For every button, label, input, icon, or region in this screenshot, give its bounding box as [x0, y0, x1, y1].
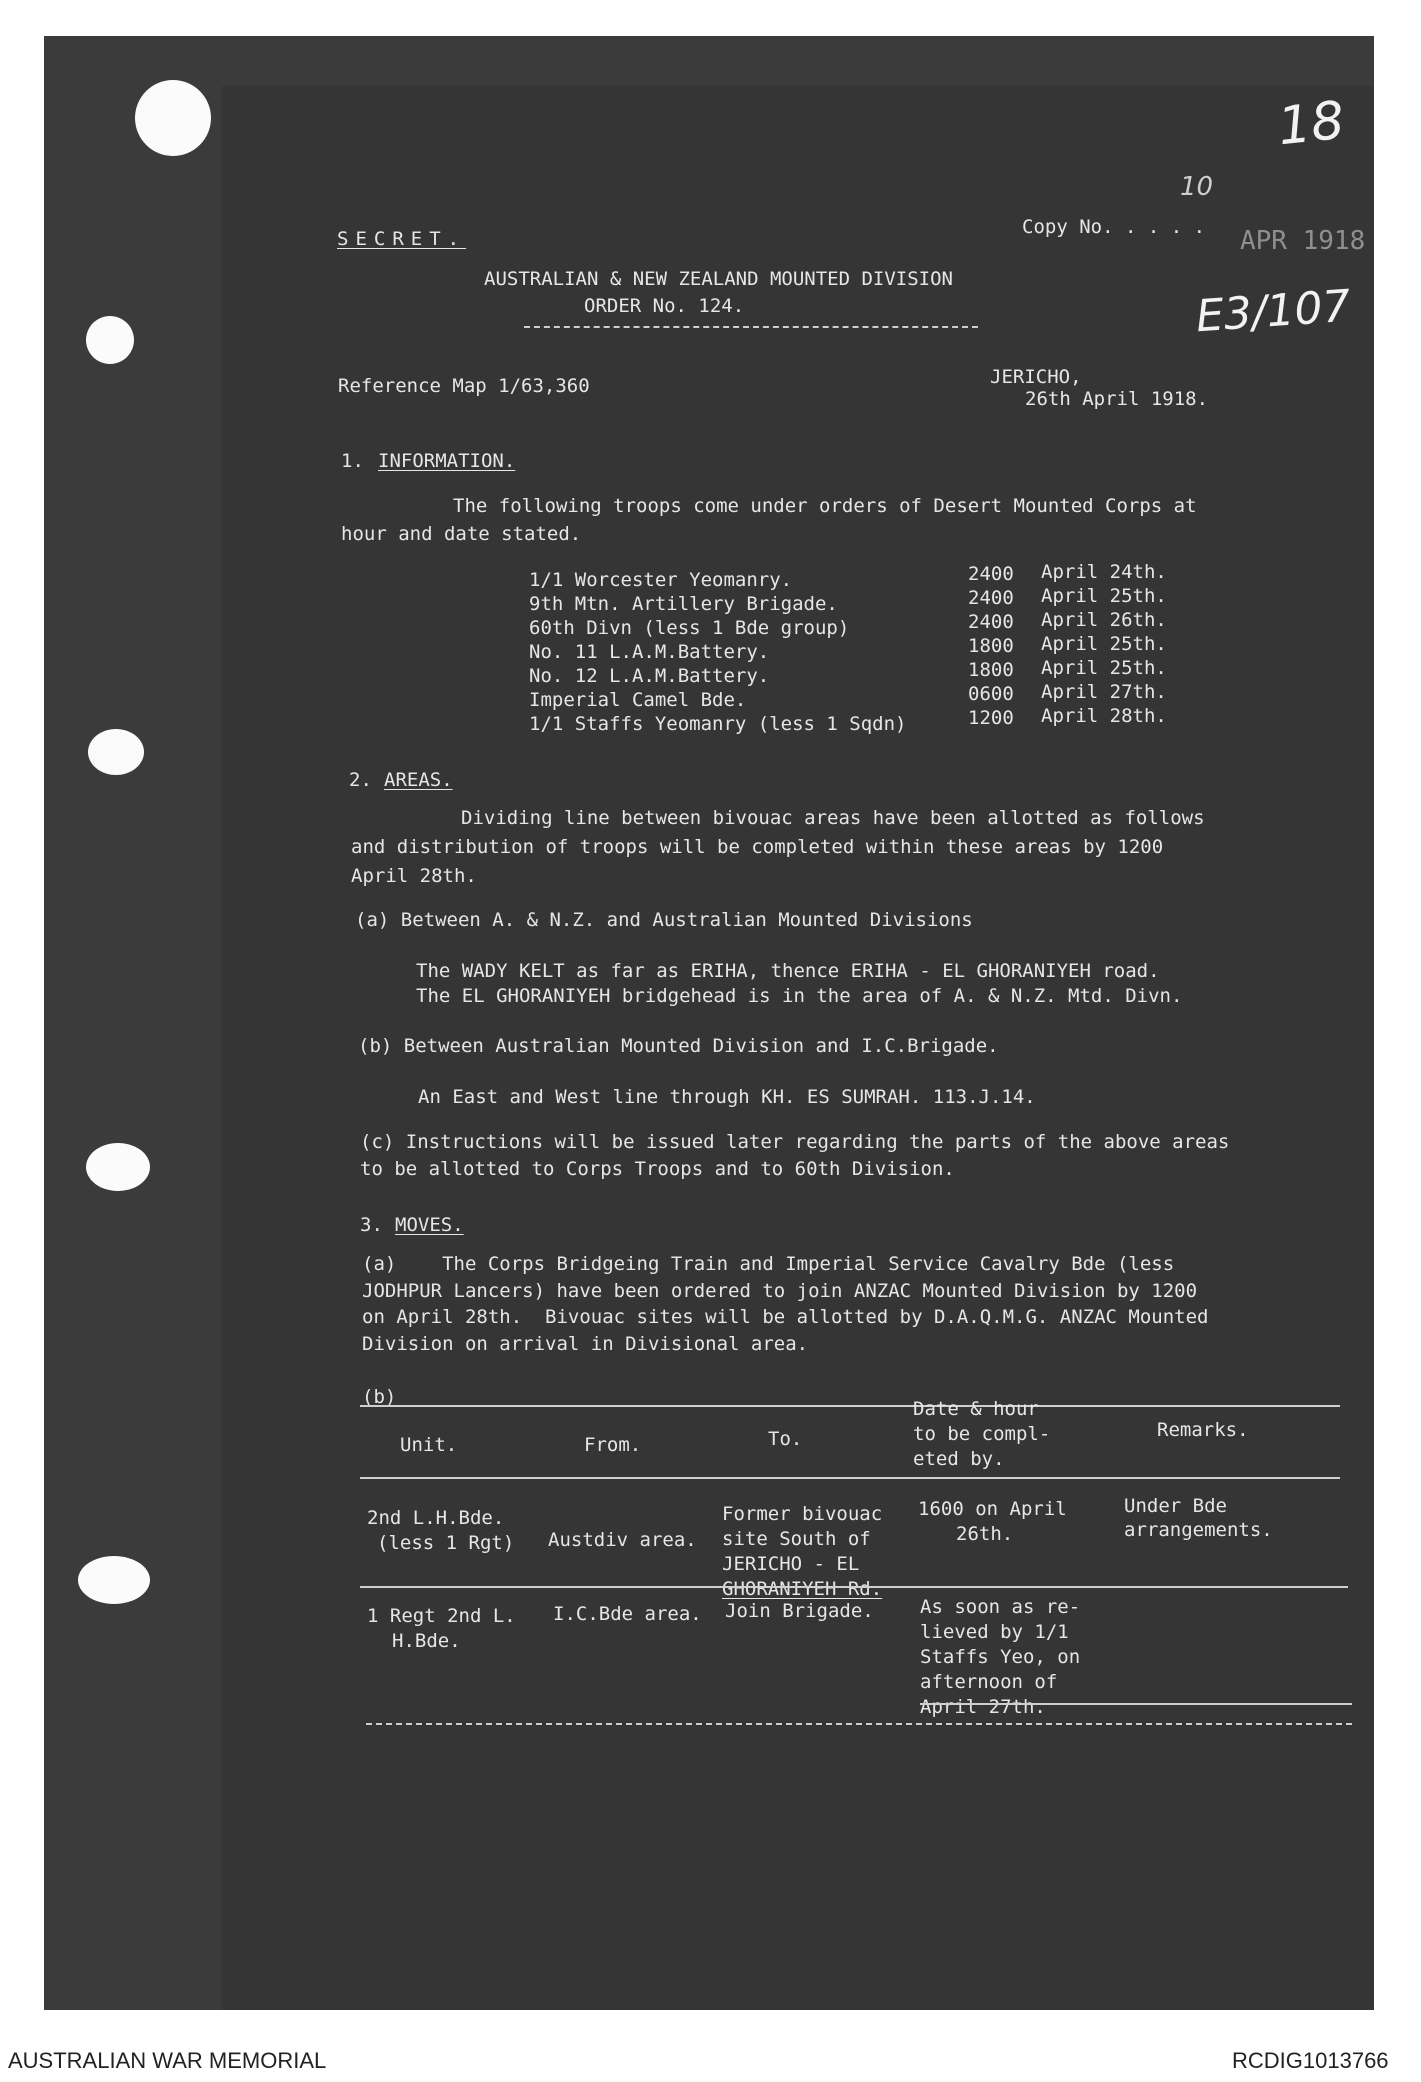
troop-date: April 25th.	[1041, 585, 1167, 607]
cell-remarks: Under Bde	[1124, 1495, 1227, 1517]
cell-date: As soon as re-	[920, 1596, 1081, 1618]
cell-date: afternoon of	[920, 1671, 1058, 1693]
handwritten-page-number: 18	[1275, 90, 1348, 158]
cell-unit: 1 Regt 2nd L.	[367, 1605, 516, 1627]
section-3a-line3: on April 28th. Bivouac sites will be allotted by D.A.Q.M.G. ANZAC Mounted	[362, 1306, 1209, 1328]
cell-unit: 2nd L.H.Bde.	[367, 1507, 505, 1529]
cell-date: Staffs Yeo, on	[920, 1646, 1081, 1668]
section-2-para-line1: Dividing line between bivouac areas have been allotted as follows	[461, 807, 1205, 829]
section-2c-line1: (c) Instructions will be issued later regarding the parts of the above areas	[360, 1131, 1230, 1153]
handwritten-copy-number: 10	[1180, 172, 1214, 202]
handwritten-file-reference: E3/107	[1194, 280, 1353, 343]
section-3a-line1: (a) The Corps Bridgeing Train and Imperial Service Cavalry Bde (less	[362, 1253, 1175, 1275]
troop-hour: 1800	[968, 635, 1014, 657]
troop-date: April 27th.	[1041, 681, 1167, 703]
troop-hour: 0600	[968, 683, 1014, 705]
table-rule-top	[360, 1405, 1340, 1407]
column-header-date: to be compl-	[913, 1423, 1051, 1445]
section-3a-line4: Division on arrival in Divisional area.	[362, 1333, 809, 1355]
cell-date: lieved by 1/1	[920, 1621, 1069, 1643]
column-header-to: To.	[768, 1428, 803, 1450]
cell-to: site South of	[722, 1528, 871, 1550]
cell-unit: H.Bde.	[392, 1630, 461, 1652]
section-3-number: 3.	[360, 1214, 383, 1236]
cell-from: I.C.Bde area.	[553, 1603, 702, 1625]
section-1-heading: INFORMATION.	[378, 450, 516, 472]
copy-number-label: Copy No. . . . .	[1022, 216, 1206, 238]
troop-date: April 25th.	[1041, 657, 1167, 679]
punch-hole	[88, 729, 144, 775]
troop-date: April 24th.	[1041, 561, 1167, 583]
cell-to: Former bivouac	[722, 1503, 883, 1525]
troop-unit: 60th Divn (less 1 Bde group)	[529, 617, 850, 639]
title-underline	[524, 326, 978, 328]
cell-to: JERICHO - EL	[722, 1553, 860, 1575]
troop-hour: 1800	[968, 659, 1014, 681]
section-2a-line2: The EL GHORANIYEH bridgehead is in the area of A. & N.Z. Mtd. Divn.	[416, 985, 1183, 1007]
order-date: 26th April 1918.	[1025, 388, 1209, 410]
cell-date: 1600 on April	[918, 1498, 1067, 1520]
column-header-from: From.	[584, 1434, 642, 1456]
section-1-para-line1: The following troops come under orders of Desert Mounted Corps at	[453, 495, 1197, 517]
punch-hole	[86, 1143, 150, 1191]
punch-hole	[86, 316, 134, 364]
table-rule-row	[360, 1586, 1348, 1588]
table-rule-row	[920, 1703, 1352, 1705]
troop-unit: No. 12 L.A.M.Battery.	[529, 665, 770, 687]
punch-hole	[135, 80, 211, 156]
order-place: JERICHO,	[990, 366, 1082, 388]
troop-hour: 2400	[968, 563, 1014, 585]
troop-hour: 1200	[968, 707, 1014, 729]
cell-to: Join Brigade.	[725, 1600, 874, 1622]
troop-date: April 26th.	[1041, 609, 1167, 631]
troop-hour: 2400	[968, 611, 1014, 633]
cell-from: Austdiv area.	[548, 1529, 697, 1551]
section-2-para-line3: April 28th.	[351, 865, 477, 887]
punch-hole	[78, 1556, 150, 1604]
cell-date: April 27th.	[920, 1696, 1046, 1718]
troop-unit: 1/1 Staffs Yeomanry (less 1 Sqdn)	[529, 713, 907, 735]
column-header-date: Date & hour	[913, 1398, 1039, 1420]
troop-hour: 2400	[968, 587, 1014, 609]
order-title-line2: ORDER No. 124.	[584, 295, 745, 317]
section-1-number: 1.	[341, 450, 364, 472]
reference-map: Reference Map 1/63,360	[338, 375, 590, 397]
cell-remarks: arrangements.	[1124, 1519, 1273, 1541]
section-2-para-line2: and distribution of troops will be completed within these areas by 1200	[351, 836, 1164, 858]
troop-unit: 9th Mtn. Artillery Brigade.	[529, 593, 838, 615]
section-2-number: 2.	[349, 769, 372, 791]
order-title-line1: AUSTRALIAN & NEW ZEALAND MOUNTED DIVISION	[484, 268, 953, 290]
section-2a-line1: The WADY KELT as far as ERIHA, thence ERIHA - EL GHORANIYEH road.	[416, 960, 1160, 982]
cell-to: GHORANIYEH Rd.	[722, 1578, 883, 1600]
cell-date: 26th.	[956, 1523, 1014, 1545]
section-2c-line2: to be allotted to Corps Troops and to 60th Division.	[360, 1158, 955, 1180]
footer-institution: AUSTRALIAN WAR MEMORIAL	[8, 2048, 327, 2073]
section-3-heading: MOVES.	[395, 1214, 464, 1236]
table-rule-header	[360, 1477, 1340, 1479]
section-3a-line2: JODHPUR Lancers) have been ordered to join ANZAC Mounted Division by 1200	[362, 1280, 1198, 1302]
section-2a-heading: (a) Between A. & N.Z. and Australian Mounted Divisions	[355, 909, 973, 931]
cell-unit: (less 1 Rgt)	[377, 1532, 515, 1554]
section-3b-label: (b)	[362, 1386, 397, 1408]
section-2b-line1: An East and West line through KH. ES SUMRAH. 113.J.14.	[418, 1086, 1036, 1108]
troop-unit: Imperial Camel Bde.	[529, 689, 747, 711]
troop-unit: 1/1 Worcester Yeomanry.	[529, 569, 793, 591]
troop-date: April 25th.	[1041, 633, 1167, 655]
classification: SECRET.	[337, 228, 467, 250]
footer-catalogue-id: RCDIG1013766	[1232, 2048, 1389, 2073]
column-header-unit: Unit.	[400, 1434, 458, 1456]
troop-date: April 28th.	[1041, 705, 1167, 727]
troop-unit: No. 11 L.A.M.Battery.	[529, 641, 770, 663]
section-1-para-line2: hour and date stated.	[341, 523, 582, 545]
column-header-remarks: Remarks.	[1157, 1419, 1249, 1441]
table-rule-bottom	[366, 1723, 1352, 1725]
date-stamp: APR 1918	[1240, 226, 1366, 256]
column-header-date: eted by.	[913, 1448, 1005, 1470]
section-2b-heading: (b) Between Australian Mounted Division and I.C.Brigade.	[358, 1035, 999, 1057]
section-2-heading: AREAS.	[384, 769, 453, 791]
